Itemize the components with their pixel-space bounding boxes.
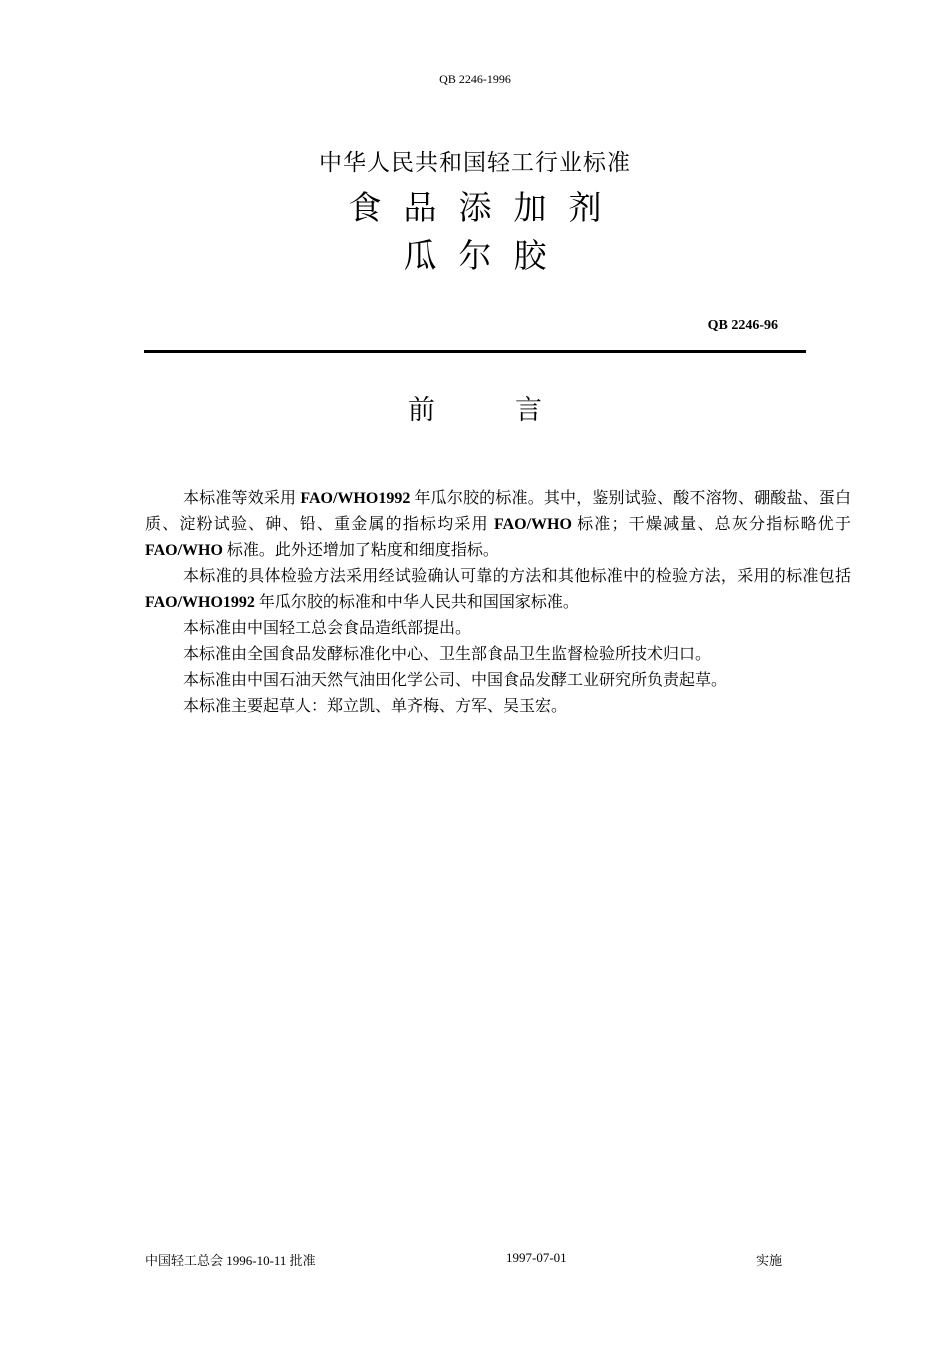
footer-implement-label: 实施: [756, 1253, 783, 1268]
footer-approval: 中国轻工总会 1996-10-11 批准: [145, 1253, 316, 1268]
preface-paragraph-3: 本标准由中国轻工总会食品造纸部提出。: [183, 620, 472, 637]
preface-paragraph-1: 本标准等效采用 FAO/WHO1992 年瓜尔胶的标准。其中，鉴别试验、酸不溶物、硼酸盐、蛋白质、淀粉试验、砷、铅、重金属的指标均采用 FAO/WHO 标准；干燥减量、总灰分指标略优于 FAO/WHO 标准。此外还增加了粘度和细度指标。: [145, 490, 851, 559]
title-divider: [144, 350, 806, 353]
preface-paragraph-4: 本标准由全国食品发酵标准化中心、卫生部食品卫生监督检验所技术归口。: [183, 646, 712, 663]
preface-paragraph-6: 本标准主要起草人：郑立凯、单齐梅、方军、吴玉宏。: [183, 698, 568, 715]
footer-implement-date: 1997-07-01: [506, 1250, 567, 1265]
preface-body: [145, 486, 851, 720]
preface-paragraph-2: 本标准的具体检验方法采用经试验确认可靠的方法和其他标准中的检验方法，采用的标准包括 FAO/WHO1992 年瓜尔胶的标准和中华人民共和国国家标准。: [145, 568, 851, 611]
main-title-line2: 瓜尔胶: [403, 236, 569, 275]
standard-code: QB 2246-96: [707, 318, 778, 333]
industry-standard-title: 中华人民共和国轻工行业标准: [319, 150, 631, 176]
header-doc-code: QB 2246-1996: [439, 72, 511, 86]
preface-paragraph-5: 本标准由中国石油天然气油田化学公司、中国食品发酵工业研究所负责起草。: [183, 672, 728, 689]
main-title-line1: 食品添加剂: [348, 188, 624, 227]
preface-heading: 前言: [408, 395, 622, 426]
